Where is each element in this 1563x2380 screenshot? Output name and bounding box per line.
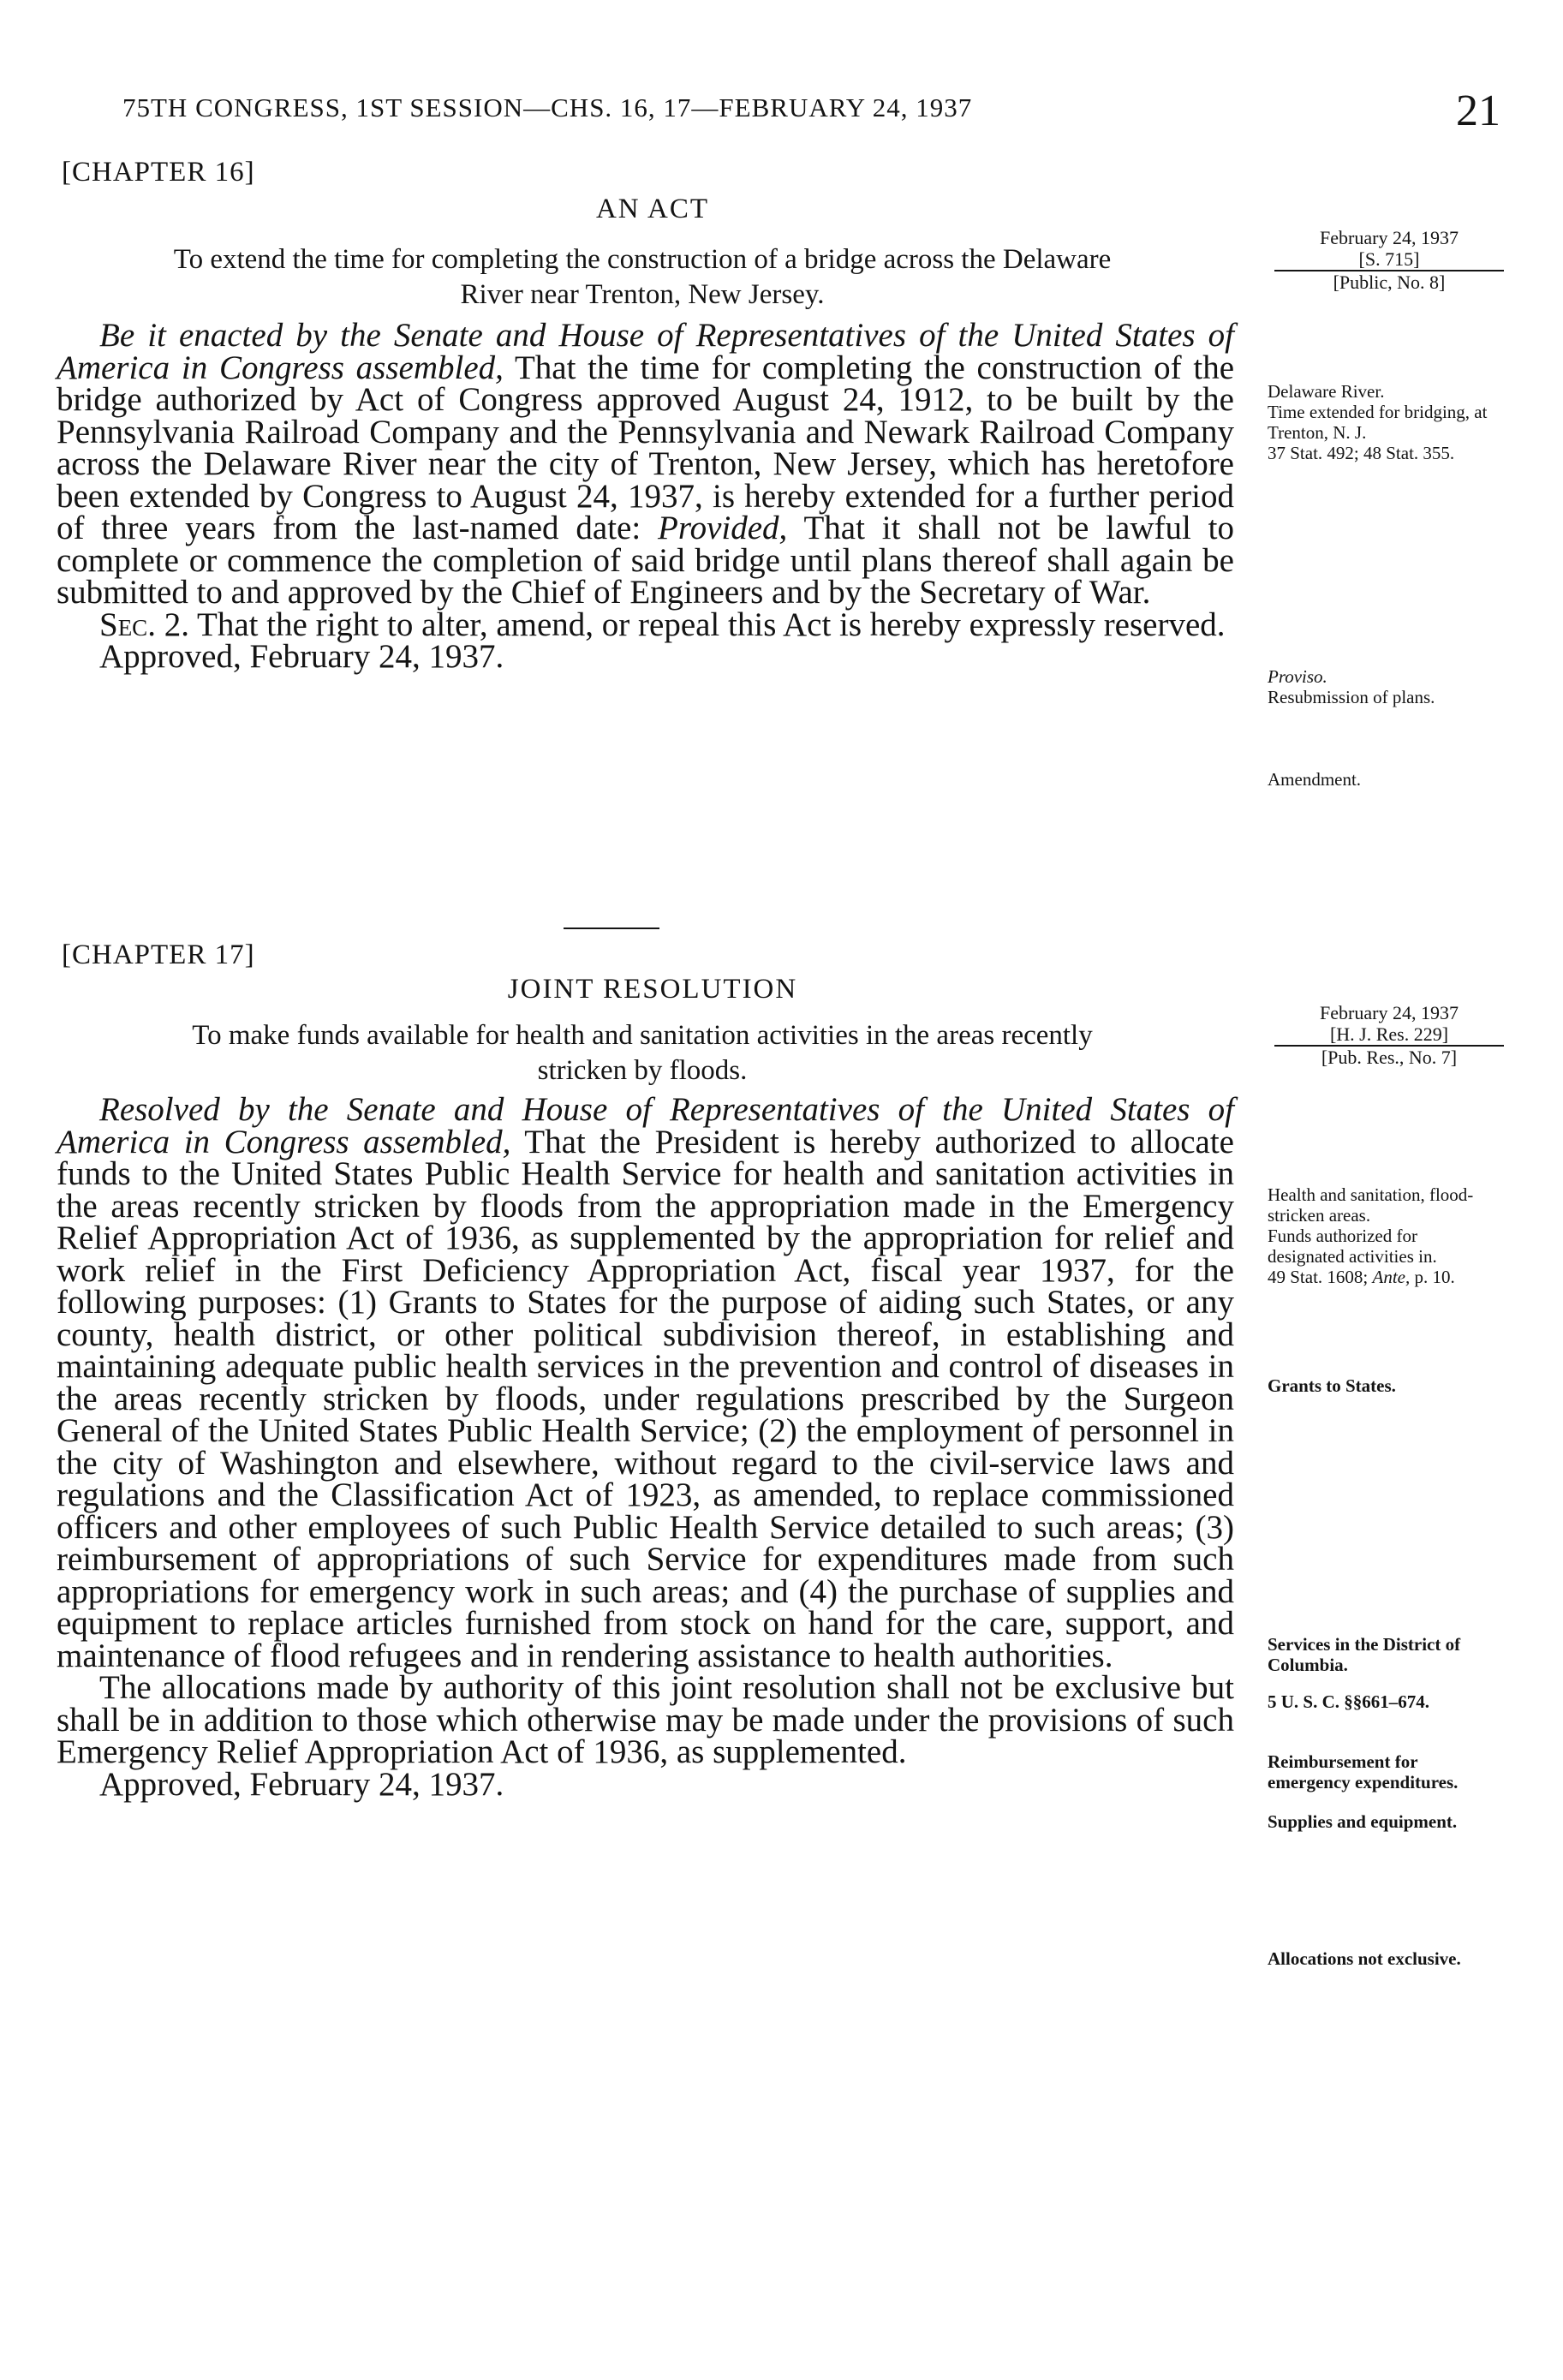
side-note-funds-authorized: Funds authorized for designated activities in.: [1268, 1226, 1437, 1267]
side-note-proviso: [1268, 666, 1499, 707]
side-note-supplies: Supplies and equipment.: [1268, 1811, 1458, 1832]
side-note-allocations: Allocations not exclusive.: [1268, 1948, 1461, 1969]
side-note-page: p. 10.: [1414, 1267, 1455, 1287]
side-note-health-sanitation: Health and sanitation, flood-stricken areas.: [1268, 1184, 1474, 1226]
side-note-stat-1608: 49 Stat. 1608;: [1268, 1267, 1369, 1287]
chapter-16-public-number: [Public, No. 8]: [1333, 271, 1446, 293]
chapter-17-body: [57, 1091, 1234, 1803]
side-note-delaware: [1268, 381, 1499, 463]
section-2-text: That the right to alter, amend, or repeal this Act is hereby expressly reserved.: [197, 605, 1226, 643]
side-note-usc: 5 U. S. C. §§661–674.: [1268, 1691, 1430, 1712]
chapter-17-date: February 24, 1937: [1320, 1002, 1459, 1023]
side-note-proviso-word: Proviso.: [1268, 666, 1327, 687]
chapter-17-title-line-1: To make funds available for health and sanitation activities in the areas recently: [192, 1020, 1093, 1051]
chapter-16-title-line-1: To extend the time for completing the construction of a bridge across the Delaware: [173, 244, 1112, 275]
side-note-health: [1268, 1184, 1499, 1287]
chapter-17-paragraph-1-text: That the President is hereby authorized to allocate funds to the United States Public Health Service for health and sanitation activities in the areas recently stricken by floods from the appropriation made in the Emergency Relief Appropriation Act of 1936, as supplemented by the appropriation for relief and work relief in the First Deficiency Appropriation Act, fiscal year 1937, for the following purposes: (1) Grants to States for the purpose of aiding such States, or any county, health district, or other political subdivision thereof, in establishing and maintaining adequate public health services in the prevention and control of diseases in the areas recently stricken by floods, under regulations prescribed by the Surgeon General of the United States Public Health Service; (2) the employment of personnel in the city of Washington and elsewhere, without regard to the civil-service laws and regulations and the Classification Act of 1923, as amended, to replace commissioned officers and other employees of such Public Health Service detailed to such areas; (3) reimbursement of appropriations of such Service for expenditures made from such appropriations for emergency work in such areas; and (4) the purchase of supplies and equipment to replace articles furnished from stock on hand for the care, support, and maintenance of flood refugees and in rendering assistance to health authorities.: [57, 1123, 1234, 1674]
side-note-grants: Grants to States.: [1268, 1375, 1396, 1396]
side-note-ante: Ante,: [1372, 1267, 1411, 1287]
chapter-divider: [564, 928, 659, 929]
chapter-16-section-1-text-a: That the time for completing the construction of the bridge authorized by Act of Congress approved August 24, 1912, to be built by the Pennsylvania Railroad Company and the Pennsylvania and Newark Railroad Company across the Delaware River near the city of Trenton, New Jersey, which has heretofore been extended by Congress to August 24, 1937, is hereby extended for a further period of three years from the last-named date:: [57, 349, 1235, 546]
resolving-clause: Resolved by the Senate and House of Representatives of the United States of America in Congress assembled,: [57, 1091, 1234, 1160]
side-note-resubmission: Resubmission of plans.: [1268, 687, 1435, 707]
chapter-16-approved: Approved, February 24, 1937.: [99, 638, 504, 675]
chapter-17-label: [CHAPTER 17]: [62, 939, 255, 970]
chapter-16-bill-number: [S. 715]: [1274, 248, 1504, 271]
side-note-stat-ante: [1268, 1267, 1499, 1287]
chapter-17-approved: Approved, February 24, 1937.: [99, 1765, 504, 1803]
chapter-17-bill-number: [H. J. Res. 229]: [1274, 1023, 1504, 1047]
section-2-label: Sec. 2.: [99, 605, 189, 643]
chapter-17-public-number: [Pub. Res., No. 7]: [1321, 1047, 1458, 1068]
running-head: 75TH CONGRESS, 1ST SESSION—CHS. 16, 17—FEBRUARY 24, 1937: [122, 92, 973, 122]
chapter-17-act-type: JOINT RESOLUTION: [507, 974, 798, 1005]
side-note-time-extended: Time extended for bridging, at Trenton, N. J.: [1268, 402, 1488, 443]
enacting-clause: Be it enacted by the Senate and House of Representatives of the United States of America in Congress assembled,: [57, 317, 1234, 386]
side-note-stat-ref: 37 Stat. 492; 48 Stat. 355.: [1268, 443, 1455, 463]
page-number: 21: [1456, 86, 1500, 135]
chapter-16-body: [57, 319, 1234, 673]
side-note-delaware-river: Delaware River.: [1268, 381, 1385, 402]
proviso-word: Provided,: [658, 510, 788, 546]
side-note-services: Services in the District of Columbia.: [1268, 1634, 1461, 1675]
chapter-17-title-line-2: stricken by floods.: [537, 1055, 748, 1086]
chapter-16-date: February 24, 1937: [1320, 227, 1459, 248]
chapter-17-paragraph-2: The allocations made by authority of this joint resolution shall not be exclusive but shall be in addition to those which otherwise may be made under the provisions of such Emergency Relief Appropriation Act of 1936, as supplemented.: [57, 1669, 1234, 1770]
chapter-16-title-line-2: River near Trenton, New Jersey.: [460, 279, 825, 310]
chapter-17-paragraph-1: [57, 1091, 1234, 1674]
chapter-16-section-1-text-b: That it shall not be lawful to complete or commence the completion of said bridge until plans thereof shall again be submitted to and approved by the Chief of Engineers and by the Secretary of War.: [57, 510, 1235, 611]
chapter-16-label: [CHAPTER 16]: [62, 157, 255, 188]
side-note-reimbursement: Reimbursement for emergency expenditures.: [1268, 1751, 1459, 1792]
chapter-16-date-block: [1274, 227, 1504, 293]
chapter-16-section-1: [57, 319, 1234, 609]
side-note-amendment: Amendment.: [1268, 769, 1362, 790]
chapter-16-act-type: AN ACT: [595, 194, 710, 224]
chapter-16-section-2: [57, 605, 1234, 643]
chapter-17-date-block: [1274, 1002, 1504, 1068]
